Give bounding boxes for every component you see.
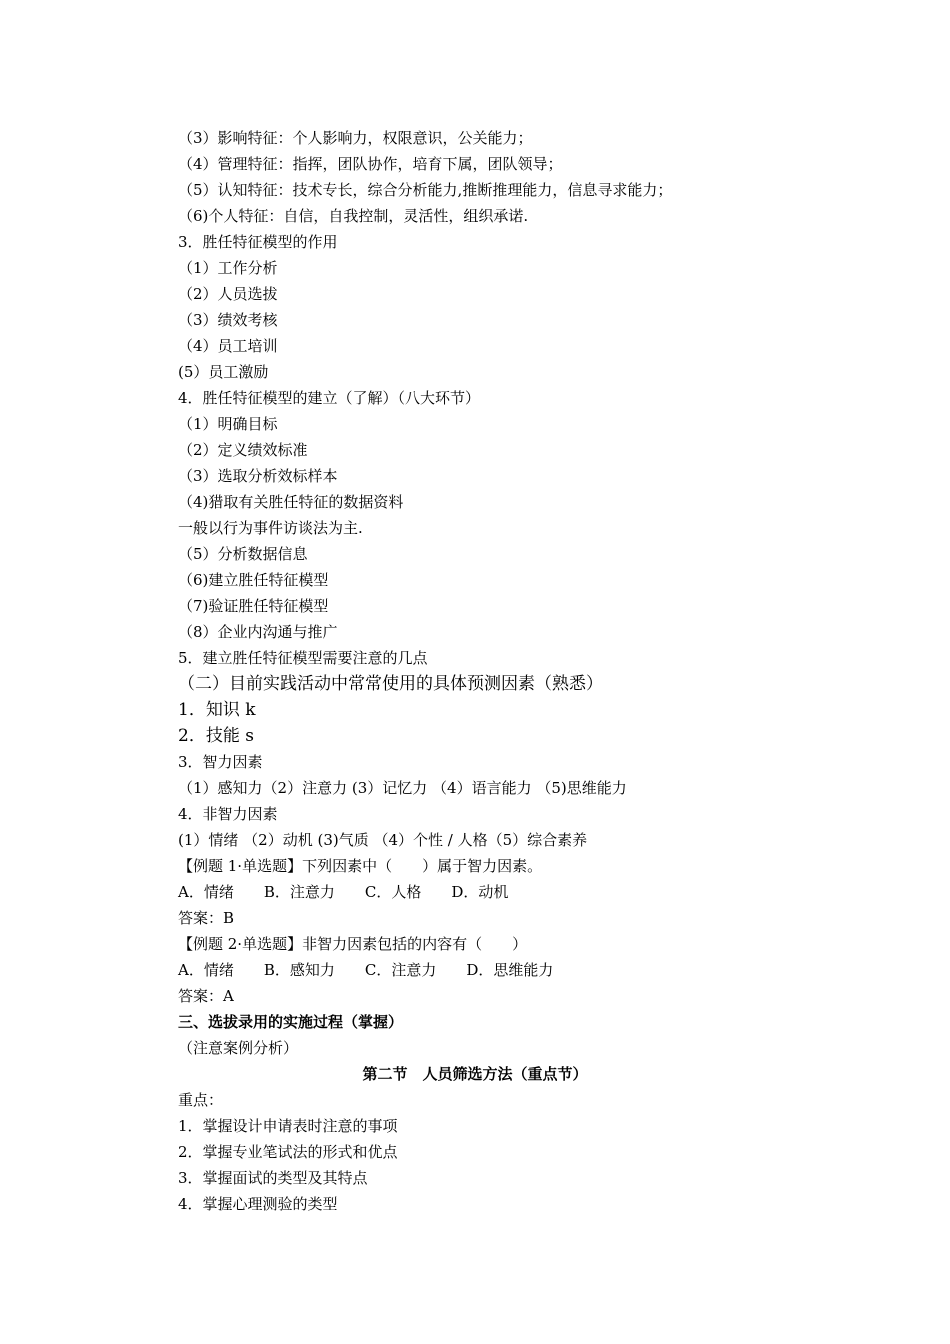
list-item: （7)验证胜任特征模型 <box>178 597 329 615</box>
list-item: （3）绩效考核 <box>178 311 278 329</box>
list-item: （2）人员选拔 <box>178 285 278 303</box>
text-line: （4）管理特征：指挥，团队协作，培育下属，团队领导； <box>178 155 563 173</box>
section-heading: 3．胜任特征模型的作用 <box>178 233 338 251</box>
chapter-title: 第二节 人员筛选方法（重点节） <box>362 1065 588 1083</box>
section-heading: 4．胜任特征模型的建立（了解）（八大环节） <box>178 389 481 407</box>
example-options: A．情绪 B．注意力 C．人格 D．动机 <box>178 883 509 901</box>
list-item: （8）企业内沟通与推广 <box>178 623 338 641</box>
example-answer: 答案：A <box>178 987 234 1005</box>
list-item: 1．掌握设计申请表时注意的事项 <box>178 1117 398 1135</box>
text-line: （3）影响特征：个人影响力，权限意识，公关能力； <box>178 129 533 147</box>
list-item: 4．掌握心理测验的类型 <box>178 1195 338 1213</box>
text-line: （6)个人特征：自信，自我控制，灵活性，组织承诺. <box>178 207 529 225</box>
text-line: （5）认知特征：技术专长，综合分析能力,推断推理能力，信息寻求能力； <box>178 181 673 199</box>
list-item: （1）明确目标 <box>178 415 278 433</box>
list-item: （4)猎取有关胜任特征的数据资料 <box>178 493 404 511</box>
example-question: 【例题 1·单选题】下列因素中（ ）属于智力因素。 <box>178 857 543 875</box>
list-item: 3．掌握面试的类型及其特点 <box>178 1169 368 1187</box>
list-item: 2．技能 s <box>178 726 254 746</box>
text-line: （注意案例分析） <box>178 1039 299 1057</box>
text-line: （1）感知力（2）注意力 (3）记忆力 （4）语言能力 （5)思维能力 <box>178 779 627 797</box>
example-question: 【例题 2·单选题】非智力因素包括的内容有（ ） <box>178 935 528 953</box>
list-item: （1）工作分析 <box>178 259 278 277</box>
text-line: (1）情绪 （2）动机 (3)气质 （4）个性 / 人格（5）综合素养 <box>178 831 588 849</box>
text-line: 一般以行为事件访谈法为主. <box>178 519 363 537</box>
section-heading: 三、选拔录用的实施过程（掌握） <box>178 1013 404 1031</box>
list-item: (5）员工激励 <box>178 363 269 381</box>
list-item: 4．非智力因素 <box>178 805 278 823</box>
example-answer: 答案：B <box>178 909 235 927</box>
section-heading: （二）目前实践活动中常常使用的具体预测因素（熟悉） <box>178 674 603 694</box>
text-line: 重点： <box>178 1091 224 1109</box>
section-heading: 5．建立胜任特征模型需要注意的几点 <box>178 649 428 667</box>
list-item: （6)建立胜任特征模型 <box>178 571 329 589</box>
example-options: A．情绪 B．感知力 C．注意力 D．思维能力 <box>178 961 554 979</box>
list-item: 1．知识 k <box>178 700 256 720</box>
list-item: （2）定义绩效标准 <box>178 441 308 459</box>
list-item: 2．掌握专业笔试法的形式和优点 <box>178 1143 398 1161</box>
list-item: （4）员工培训 <box>178 337 278 355</box>
list-item: （3）选取分析效标样本 <box>178 467 338 485</box>
list-item: （5）分析数据信息 <box>178 545 308 563</box>
list-item: 3．智力因素 <box>178 753 263 771</box>
